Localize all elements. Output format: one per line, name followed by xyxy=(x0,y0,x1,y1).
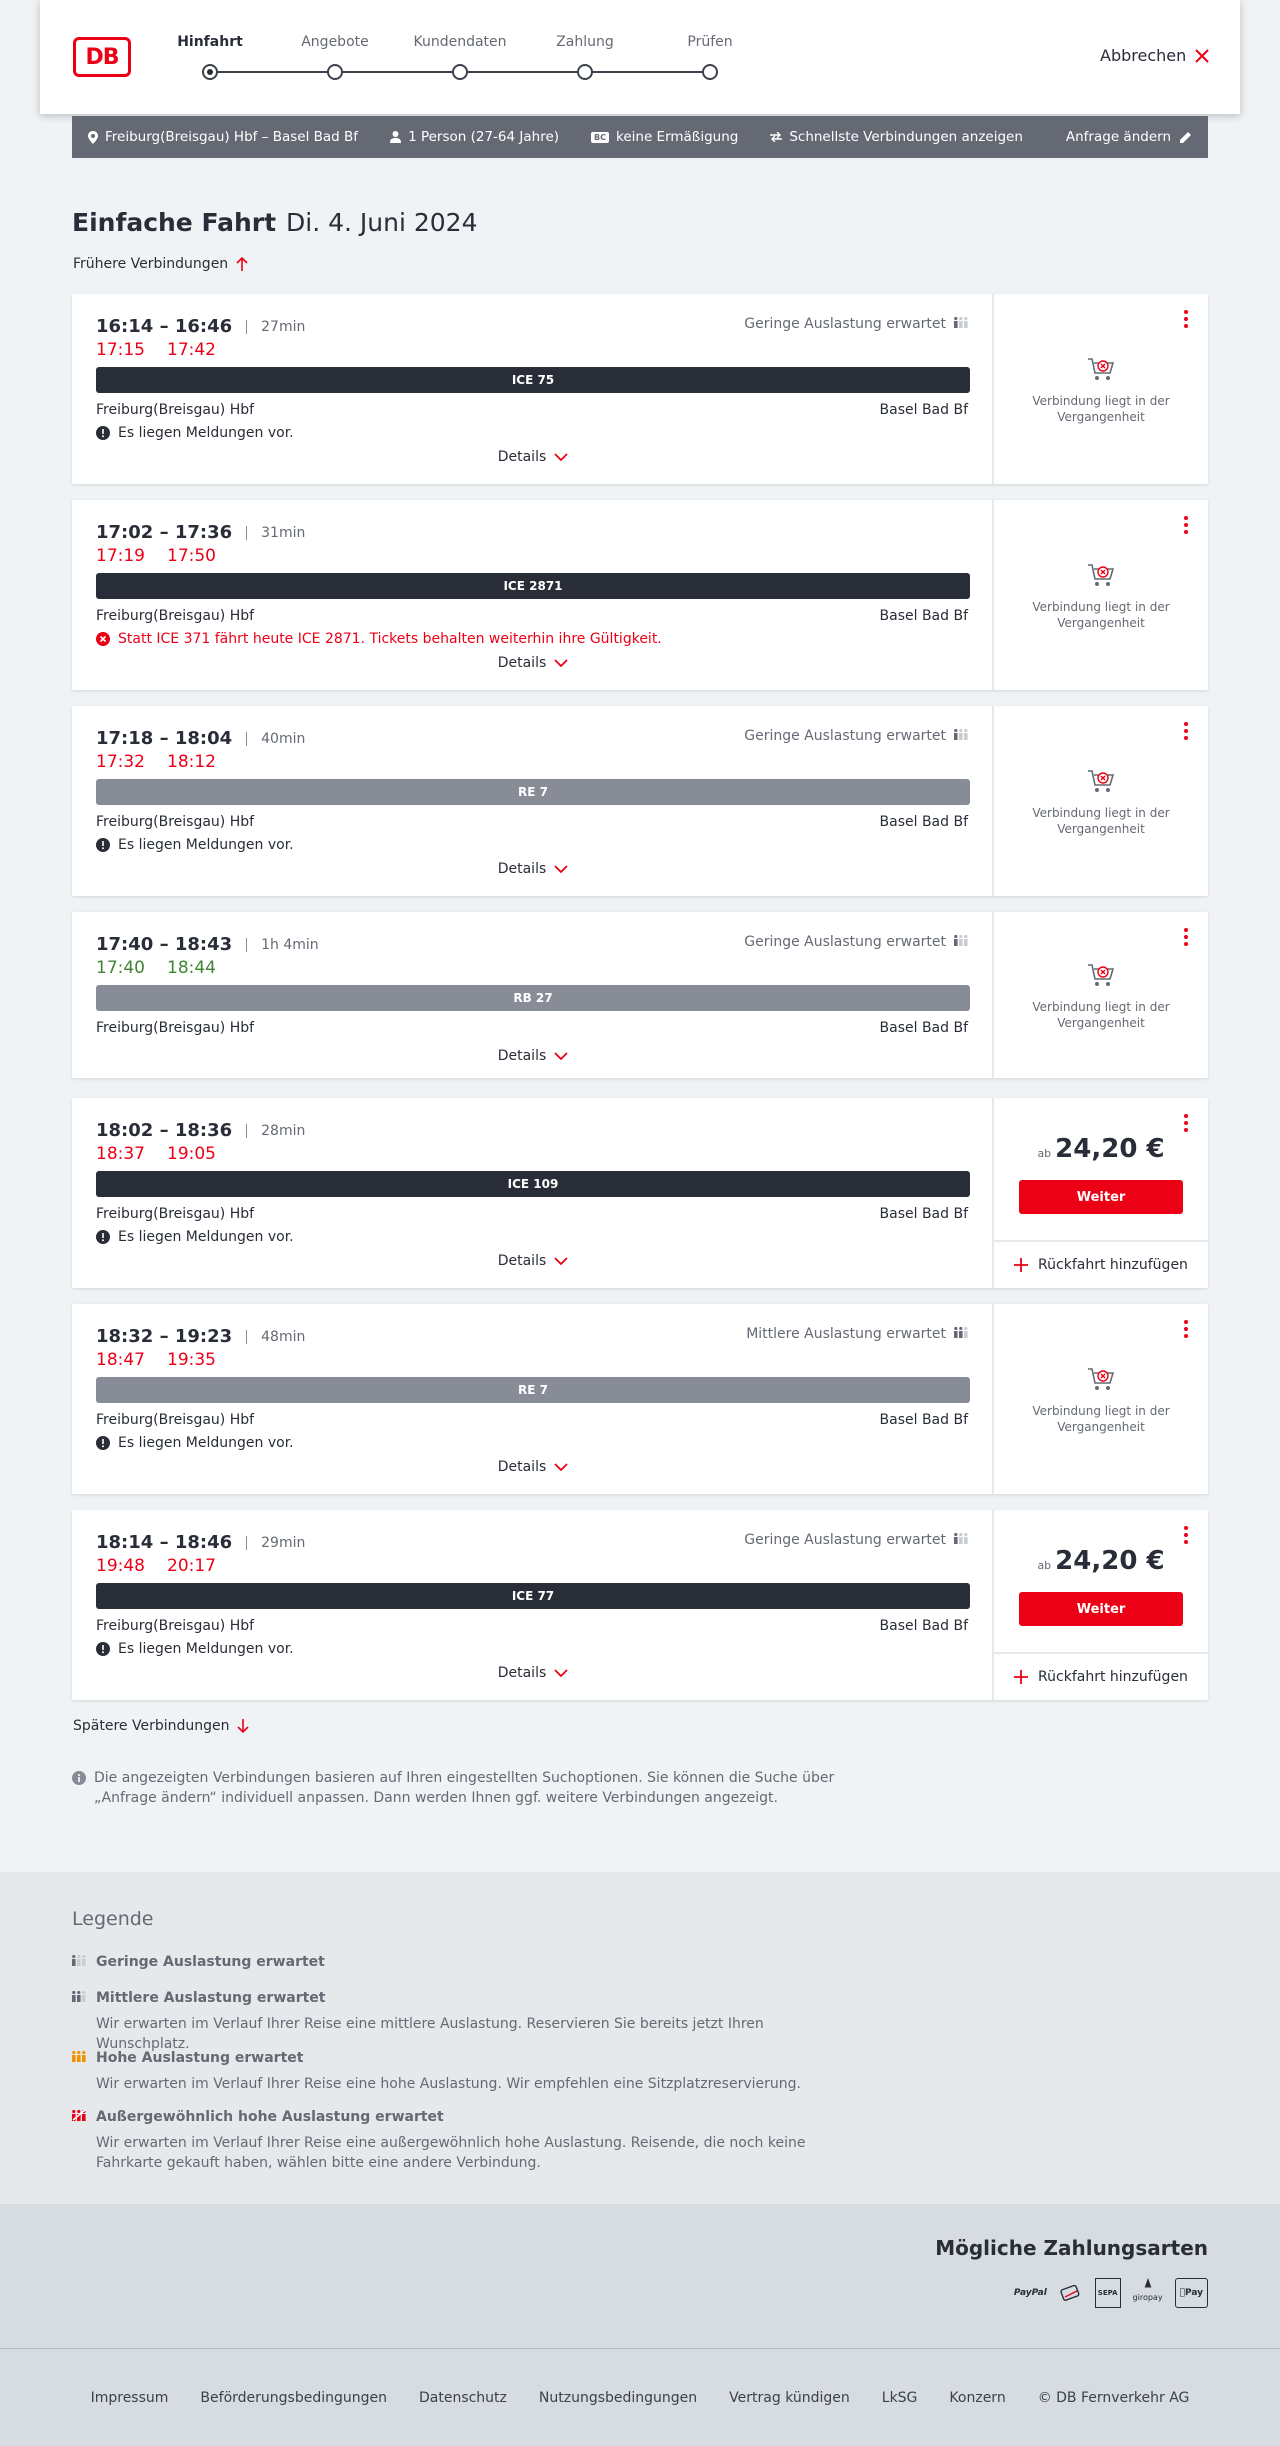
footer-link-lksg[interactable]: LkSG xyxy=(881,2389,918,2406)
warning-icon xyxy=(96,1230,110,1244)
giropay-icon: giropay xyxy=(1133,2278,1163,2308)
duration: 28min xyxy=(246,1124,305,1138)
passenger-info: 1 Person (27-64 Jahre) xyxy=(390,129,559,145)
arrival-station: Basel Bad Bf xyxy=(879,402,968,418)
cart-unavailable-icon xyxy=(1086,1365,1116,1393)
payment-title: Mögliche Zahlungsarten xyxy=(935,2236,1208,2260)
past-connection-note: Verbindung liegt in der Vergangenheit xyxy=(1032,600,1170,630)
occupancy-medium-icon xyxy=(72,1990,86,2006)
chevron-down-icon xyxy=(554,1052,568,1060)
occupancy-low-icon xyxy=(72,1954,86,1970)
scheduled-times: 16:14 – 16:46 27min xyxy=(96,316,306,337)
footer-link-nutzungsbedingungen[interactable]: Nutzungsbedingungen xyxy=(538,2389,698,2406)
departure-station: Freiburg(Breisgau) Hbf xyxy=(96,1618,255,1634)
apple-pay-icon: Pay xyxy=(1175,2278,1208,2308)
warning-icon xyxy=(96,426,110,440)
footer-link-konzern[interactable]: Konzern xyxy=(949,2389,1006,2406)
connection-card[interactable] xyxy=(72,500,1208,690)
cancel-button[interactable]: Abbrechen xyxy=(1100,46,1210,65)
train-bar[interactable]: ICE 75 xyxy=(96,367,970,393)
legend-item: Geringe Auslastung erwartet xyxy=(72,1954,325,1970)
train-bar[interactable]: RE 7 xyxy=(96,779,970,805)
connection-card[interactable] xyxy=(72,912,1208,1078)
details-toggle[interactable]: Details xyxy=(72,861,994,877)
legend-item: Hohe Auslastung erwartet Wir erwarten im Verlauf Ihrer Reise eine hohe Auslastung. Wir empfehlen eine Sitzplatzreservierung. xyxy=(72,2050,856,2094)
more-options-icon[interactable] xyxy=(1178,308,1194,330)
scheduled-times: 17:18 – 18:04 40min xyxy=(96,728,306,749)
step-dot xyxy=(577,64,593,80)
later-connections-link[interactable]: Spätere Verbindungen xyxy=(73,1718,249,1734)
connection-offer xyxy=(994,294,1208,484)
person-icon xyxy=(390,131,401,143)
chevron-down-icon xyxy=(554,1669,568,1677)
duration: 27min xyxy=(246,320,305,334)
legend-title: Legende xyxy=(72,1908,154,1930)
footer-link-impressum[interactable]: Impressum xyxy=(90,2389,169,2406)
connection-main xyxy=(72,912,994,1078)
connection-message: Es liegen Meldungen vor. xyxy=(96,1641,294,1657)
occupancy-icon xyxy=(954,1326,968,1342)
connection-main xyxy=(72,500,994,690)
page-title: Einfache Fahrt Di. 4. Juni 2024 xyxy=(72,208,478,237)
occupancy-indicator: Geringe Auslastung erwartet xyxy=(744,316,968,332)
details-toggle[interactable]: Details xyxy=(72,1459,994,1475)
connection-card[interactable] xyxy=(72,294,1208,484)
connection-main xyxy=(72,1304,994,1494)
past-connection-note: Verbindung liegt in der Vergangenheit xyxy=(1032,394,1170,424)
warning-icon xyxy=(96,838,110,852)
connection-card[interactable] xyxy=(72,706,1208,896)
credit-card-icon xyxy=(1059,2278,1083,2308)
departure-station: Freiburg(Breisgau) Hbf xyxy=(96,608,255,624)
connection-main xyxy=(72,294,994,484)
cart-unavailable-icon xyxy=(1086,355,1116,383)
error-icon xyxy=(96,632,110,646)
realtime-times: 17:40 18:44 xyxy=(96,958,216,978)
more-options-icon[interactable] xyxy=(1178,1318,1194,1340)
arrow-up-icon xyxy=(236,257,248,271)
occupancy-icon xyxy=(954,1532,968,1548)
plus-icon xyxy=(1014,1258,1028,1272)
add-return-button[interactable]: Rückfahrt hinzufügen xyxy=(994,1652,1208,1700)
train-bar[interactable]: RB 27 xyxy=(96,985,970,1011)
realtime-times: 17:15 17:42 xyxy=(96,340,216,360)
step-hinfahrt: Hinfahrt xyxy=(177,34,243,50)
sepa-icon: SEPA xyxy=(1095,2278,1121,2308)
step-dot xyxy=(702,64,718,80)
connection-offer xyxy=(994,1304,1208,1494)
price: ab 24,20 € xyxy=(1037,1134,1165,1164)
connection-message: Es liegen Meldungen vor. xyxy=(96,1435,294,1451)
connection-message: Es liegen Meldungen vor. xyxy=(96,837,294,853)
payment-methods xyxy=(1014,2278,1208,2308)
step-zahlung: Zahlung xyxy=(556,34,614,50)
step-dot xyxy=(327,64,343,80)
cart-unavailable-icon xyxy=(1086,561,1116,589)
price: ab 24,20 € xyxy=(1037,1546,1165,1576)
departure-station: Freiburg(Breisgau) Hbf xyxy=(96,402,255,418)
connection-main xyxy=(72,1510,994,1700)
connection-offer xyxy=(994,1510,1208,1700)
connection-main xyxy=(72,706,994,896)
discount-info: BC keine Ermäßigung xyxy=(591,129,738,145)
connection-card[interactable] xyxy=(72,1510,1208,1700)
more-options-icon[interactable] xyxy=(1178,1112,1194,1134)
chevron-down-icon xyxy=(554,659,568,667)
close-icon xyxy=(1194,48,1210,64)
plus-icon xyxy=(1014,1670,1028,1684)
footer-copyright: © DB Fernverkehr AG xyxy=(1037,2389,1190,2406)
arrival-station: Basel Bad Bf xyxy=(879,1618,968,1634)
footer-link-befoerderungsbedingungen[interactable]: Beförderungsbedingungen xyxy=(200,2389,387,2406)
details-toggle[interactable]: Details xyxy=(72,449,994,465)
connection-offer xyxy=(994,706,1208,896)
db-logo[interactable]: DB xyxy=(73,37,131,77)
realtime-times: 18:47 19:35 xyxy=(96,1350,216,1370)
step-dot xyxy=(452,64,468,80)
duration: 40min xyxy=(246,732,305,746)
details-toggle[interactable]: Details xyxy=(72,1665,994,1681)
chevron-down-icon xyxy=(554,1257,568,1265)
connection-card[interactable] xyxy=(72,1304,1208,1494)
legend-section xyxy=(0,1872,1280,2204)
duration: 48min xyxy=(246,1330,305,1344)
chevron-down-icon xyxy=(554,453,568,461)
more-options-icon[interactable] xyxy=(1178,720,1194,742)
warning-icon xyxy=(96,1436,110,1450)
scheduled-times: 18:32 – 19:23 48min xyxy=(96,1326,306,1347)
occupancy-indicator: Geringe Auslastung erwartet xyxy=(744,728,968,744)
more-options-icon[interactable] xyxy=(1178,1524,1194,1546)
chevron-down-icon xyxy=(554,865,568,873)
arrival-station: Basel Bad Bf xyxy=(879,608,968,624)
more-options-icon[interactable] xyxy=(1178,514,1194,536)
past-connection-note: Verbindung liegt in der Vergangenheit xyxy=(1032,1000,1170,1030)
cart-unavailable-icon xyxy=(1086,961,1116,989)
arrival-station: Basel Bad Bf xyxy=(879,1412,968,1428)
route-info: Freiburg(Breisgau) Hbf – Basel Bad Bf xyxy=(88,129,358,145)
occupancy-indicator: Geringe Auslastung erwartet xyxy=(744,934,968,950)
info-note: Die angezeigten Verbindungen basieren auf Ihren eingestellten Suchoptionen. Sie können die Suche über „Anfrage ändern“ individuell anpassen. Dann werden Ihnen ggf. weitere Verbindungen angezeigt. xyxy=(72,1768,872,1808)
departure-station: Freiburg(Breisgau) Hbf xyxy=(96,1412,255,1428)
details-toggle[interactable]: Details xyxy=(72,1048,994,1064)
step-angebote: Angebote xyxy=(301,34,369,50)
connection-message: Es liegen Meldungen vor. xyxy=(96,1229,294,1245)
departure-station: Freiburg(Breisgau) Hbf xyxy=(96,1020,255,1036)
train-bar[interactable]: ICE 77 xyxy=(96,1583,970,1609)
search-option-info: Schnellste Verbindungen anzeigen xyxy=(770,129,1023,145)
arrival-station: Basel Bad Bf xyxy=(879,814,968,830)
warning-icon xyxy=(96,1642,110,1656)
scheduled-times: 17:40 – 18:43 1h 4min xyxy=(96,934,319,955)
details-toggle[interactable]: Details xyxy=(72,1253,994,1269)
train-bar[interactable]: ICE 109 xyxy=(96,1171,970,1197)
arrival-station: Basel Bad Bf xyxy=(879,1020,968,1036)
occupancy-indicator: Geringe Auslastung erwartet xyxy=(744,1532,968,1548)
realtime-times: 17:19 17:50 xyxy=(96,546,216,566)
scheduled-times: 18:14 – 18:46 29min xyxy=(96,1532,306,1553)
edit-request-button[interactable]: Anfrage ändern xyxy=(1066,129,1192,145)
occupancy-high-icon xyxy=(72,2050,86,2066)
swap-arrows-icon xyxy=(770,132,782,142)
train-bar[interactable]: RE 7 xyxy=(96,1377,970,1403)
realtime-times: 19:48 20:17 xyxy=(96,1556,216,1576)
pencil-icon xyxy=(1179,131,1192,144)
duration: 1h 4min xyxy=(246,938,319,952)
step-pruefen: Prüfen xyxy=(687,34,733,50)
legend-item: Mittlere Auslastung erwartet Wir erwarten im Verlauf Ihrer Reise eine mittlere Auslastung. Reservieren Sie bereits jetzt Ihren Wunschplatz. xyxy=(72,1990,856,2054)
occupancy-icon xyxy=(954,316,968,332)
cart-unavailable-icon xyxy=(1086,767,1116,795)
travel-date: Di. 4. Juni 2024 xyxy=(286,208,478,237)
train-bar[interactable]: ICE 2871 xyxy=(96,573,970,599)
scheduled-times: 17:02 – 17:36 31min xyxy=(96,522,306,543)
connection-message: Statt ICE 371 fährt heute ICE 2871. Tickets behalten weiterhin ihre Gültigkeit. xyxy=(96,631,662,647)
occupancy-indicator: Mittlere Auslastung erwartet xyxy=(746,1326,968,1342)
connection-message: Es liegen Meldungen vor. xyxy=(96,425,294,441)
scheduled-times: 18:02 – 18:36 28min xyxy=(96,1120,306,1141)
paypal-icon: PayPal xyxy=(1013,2288,1047,2298)
bahncard-icon: BC xyxy=(591,132,609,143)
footer-link-datenschutz[interactable]: Datenschutz xyxy=(418,2389,507,2406)
footer xyxy=(0,2348,1280,2446)
location-pin-icon xyxy=(88,131,98,144)
footer-link-vertrag-kuendigen[interactable]: Vertrag kündigen xyxy=(729,2389,850,2406)
connection-offer xyxy=(994,500,1208,690)
realtime-times: 18:37 19:05 xyxy=(96,1144,216,1164)
weiter-button[interactable]: Weiter xyxy=(1019,1592,1183,1626)
occupancy-extreme-icon xyxy=(72,2109,86,2125)
details-toggle[interactable]: Details xyxy=(72,655,994,671)
past-connection-note: Verbindung liegt in der Vergangenheit xyxy=(1032,806,1170,836)
departure-station: Freiburg(Breisgau) Hbf xyxy=(96,1206,255,1222)
add-return-button[interactable]: Rückfahrt hinzufügen xyxy=(994,1240,1208,1288)
step-dot-active xyxy=(202,64,218,80)
duration: 31min xyxy=(246,526,305,540)
weiter-button[interactable]: Weiter xyxy=(1019,1180,1183,1214)
legend-item: Außergewöhnlich hohe Auslastung erwartet Wir erwarten im Verlauf Ihrer Reise eine außergewöhnlich hohe Auslastung. Reisende, die noch keine Fahrkarte gekauft haben, wählen bitte eine andere Verbindung. xyxy=(72,2109,856,2173)
connection-offer xyxy=(994,912,1208,1078)
step-kundendaten: Kundendaten xyxy=(413,34,507,50)
more-options-icon[interactable] xyxy=(1178,926,1194,948)
occupancy-icon xyxy=(954,934,968,950)
search-summary-bar xyxy=(72,116,1208,158)
realtime-times: 17:32 18:12 xyxy=(96,752,216,772)
info-icon xyxy=(72,1771,86,1785)
header xyxy=(40,0,1240,114)
earlier-connections-link[interactable]: Frühere Verbindungen xyxy=(73,256,248,272)
payment-section xyxy=(0,2204,1280,2348)
past-connection-note: Verbindung liegt in der Vergangenheit xyxy=(1032,1404,1170,1434)
occupancy-icon xyxy=(954,728,968,744)
departure-station: Freiburg(Breisgau) Hbf xyxy=(96,814,255,830)
connection-card[interactable] xyxy=(72,1098,1208,1288)
arrow-down-icon xyxy=(237,1719,249,1733)
duration: 29min xyxy=(246,1536,305,1550)
connection-main xyxy=(72,1098,994,1288)
arrival-station: Basel Bad Bf xyxy=(879,1206,968,1222)
connection-offer xyxy=(994,1098,1208,1288)
chevron-down-icon xyxy=(554,1463,568,1471)
